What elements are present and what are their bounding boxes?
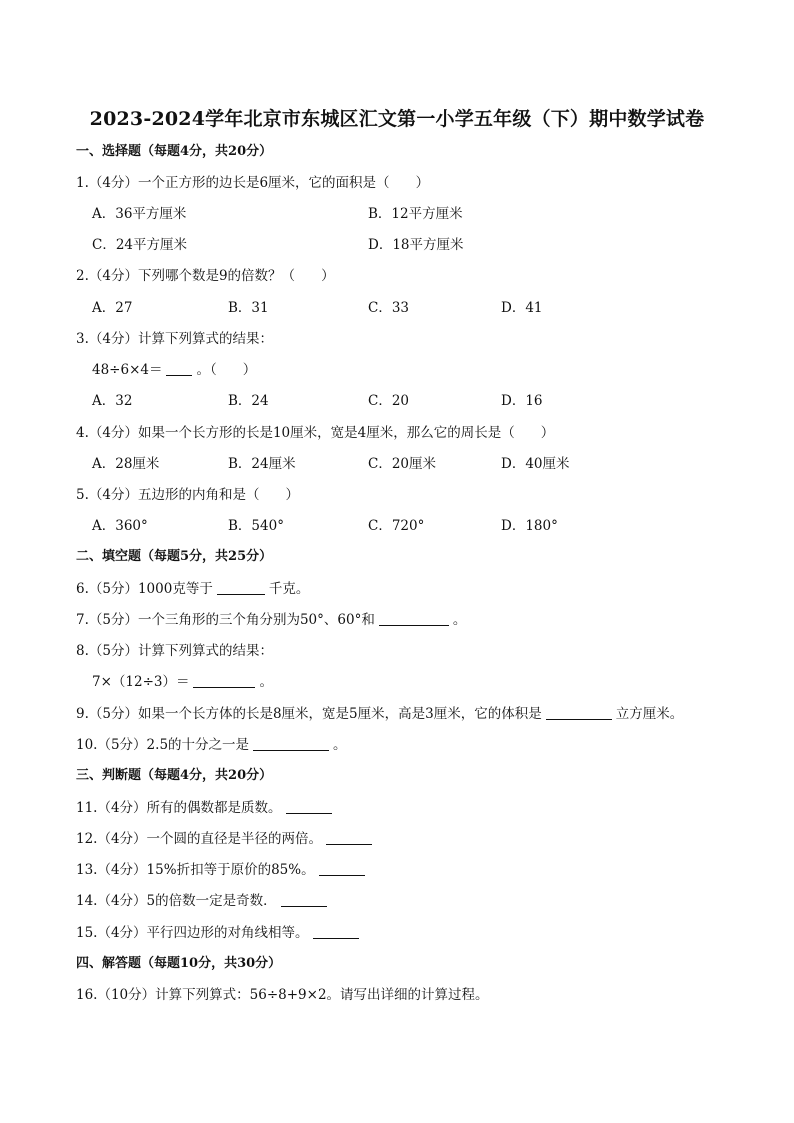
q5-option-b: B．540°: [228, 518, 284, 534]
q2-option-b: B．31: [228, 300, 269, 316]
question-16: 16.（10分）计算下列算式：56÷8+9×2。请写出详细的计算过程。: [76, 987, 489, 1003]
q2-option-d: D．41: [501, 300, 543, 316]
page-title: 2023-2024学年北京市东城区汇文第一小学五年级（下）期中数学试卷: [89, 108, 705, 130]
question-5: 5.（4分）五边形的内角和是（ ）: [76, 487, 299, 503]
question-11: 11.（4分）所有的偶数都是质数。: [76, 799, 336, 817]
question-2: 2.（4分）下列哪个数是9的倍数？（ ）: [76, 268, 335, 284]
question-8-expression: 7×（12÷3）＝ 。: [92, 674, 273, 690]
question-1: 1.（4分）一个正方形的边长是6厘米，它的面积是（ ）: [76, 175, 430, 191]
q4-option-c: C．20厘米: [368, 456, 437, 472]
q4-option-a: A．28厘米: [92, 456, 160, 472]
answer-blank[interactable]: [193, 673, 255, 688]
answer-blank[interactable]: [313, 924, 359, 939]
answer-blank[interactable]: [253, 736, 329, 751]
answer-blank[interactable]: [326, 830, 372, 845]
question-13: 13.（4分）15%折扣等于原价的85%。: [76, 861, 369, 879]
question-4: 4.（4分）如果一个长方形的长是10厘米，宽是4厘米，那么它的周长是（ ）: [76, 425, 555, 441]
question-15: 15.（4分）平行四边形的对角线相等。: [76, 924, 363, 942]
q1-option-b: B．12平方厘米: [368, 206, 463, 222]
question-4-stem: 4.（4分）如果一个长方形的长是10厘米，宽是4厘米，那么它的周长是（: [76, 425, 515, 441]
q5-option-d: D．180°: [501, 518, 558, 534]
q4-option-d: D．40厘米: [501, 456, 570, 472]
question-3: 3.（4分）计算下列算式的结果：: [76, 331, 273, 347]
q1-option-d: D．18平方厘米: [368, 237, 464, 253]
answer-blank[interactable]: [546, 705, 612, 720]
section-heading-fill: 二、填空题（每题5分，共25分）: [76, 549, 273, 564]
q1-option-c: C．24平方厘米: [92, 237, 188, 253]
question-5-stem: 5.（4分）五边形的内角和是（: [76, 487, 260, 503]
question-6: 6.（5分）1000克等于 千克。: [76, 581, 310, 597]
question-2-stem: 2.（4分）下列哪个数是9的倍数？（: [76, 268, 296, 284]
q4-option-b: B．24厘米: [228, 456, 296, 472]
q3-option-b: B．24: [228, 393, 269, 409]
question-14: 14.（4分）5的倍数一定是奇数．: [76, 892, 331, 910]
q1-option-a: A．36平方厘米: [92, 206, 187, 222]
answer-blank[interactable]: [281, 892, 327, 907]
section-heading-choice: 一、选择题（每题4分，共20分）: [76, 144, 273, 159]
question-12: 12.（4分）一个圆的直径是半径的两倍。: [76, 830, 376, 848]
question-8: 8.（5分）计算下列算式的结果：: [76, 643, 273, 659]
answer-blank[interactable]: [166, 361, 192, 376]
question-7: 7.（5分）一个三角形的三个角分别为50°、60°和 。: [76, 612, 467, 628]
q2-option-c: C．33: [368, 300, 410, 316]
question-3-expression: 48÷6×4＝ 。（ ）: [92, 362, 257, 378]
section-heading-solve: 四、解答题（每题10分，共30分）: [76, 956, 282, 971]
question-9: 9.（5分）如果一个长方体的长是8厘米，宽是5厘米，高是3厘米，它的体积是 立方厘米。: [76, 706, 684, 722]
question-10: 10.（5分）2.5的十分之一是 。: [76, 737, 347, 753]
question-1-stem: 1.（4分）一个正方形的边长是6厘米，它的面积是（: [76, 175, 390, 191]
answer-blank[interactable]: [217, 580, 265, 595]
q3-option-a: A．32: [92, 393, 133, 409]
q3-option-d: D．16: [501, 393, 543, 409]
answer-blank[interactable]: [379, 611, 449, 626]
answer-blank[interactable]: [319, 861, 365, 876]
q5-option-a: A．360°: [92, 518, 148, 534]
q3-option-c: C．20: [368, 393, 410, 409]
q2-option-a: A．27: [92, 300, 133, 316]
q5-option-c: C．720°: [368, 518, 425, 534]
section-heading-judge: 三、判断题（每题4分，共20分）: [76, 768, 273, 783]
answer-blank[interactable]: [286, 799, 332, 814]
